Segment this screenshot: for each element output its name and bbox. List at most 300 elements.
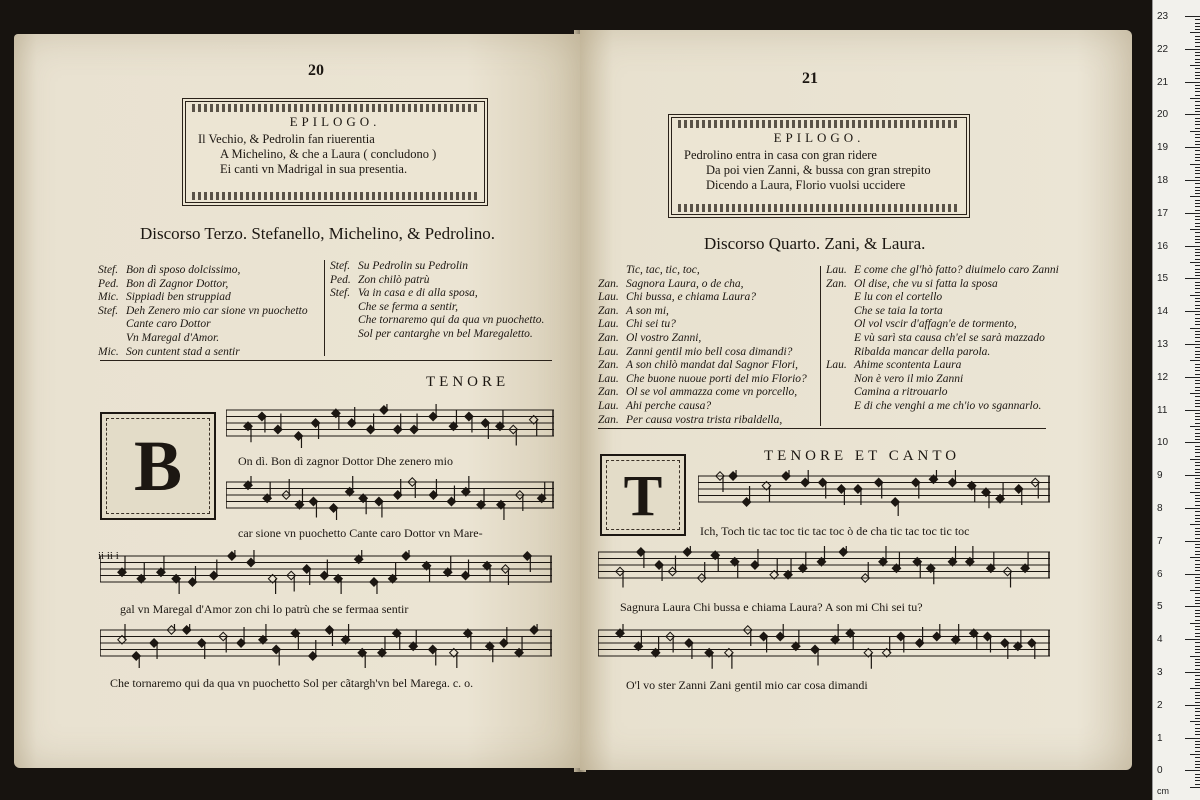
ruler-tick xyxy=(1195,39,1200,40)
ruler-tick xyxy=(1195,288,1200,289)
ruler-tick xyxy=(1185,344,1200,345)
ruler-tick xyxy=(1195,616,1200,617)
dialogue-text: Zon chilò patrù xyxy=(358,273,430,286)
ruler-tick xyxy=(1195,511,1200,512)
ruler-tick xyxy=(1185,180,1200,181)
ruler-tick xyxy=(1195,636,1200,637)
speaker-label: Zan. xyxy=(598,386,619,399)
dialogue-line xyxy=(330,314,544,328)
ruler-tick xyxy=(1195,501,1200,502)
music-staff xyxy=(100,624,552,668)
ruler-tick xyxy=(1195,626,1200,627)
dialogue-line xyxy=(98,291,308,305)
decorated-initial xyxy=(600,454,686,536)
ruler-tick xyxy=(1195,269,1200,270)
ruler-tick xyxy=(1195,200,1200,201)
ruler-tick xyxy=(1195,236,1200,237)
ruler-tick xyxy=(1195,478,1200,479)
ruler-tick xyxy=(1195,68,1200,69)
ruler-tick xyxy=(1195,252,1200,253)
ruler-tick xyxy=(1195,85,1200,86)
epilogue-cartouche xyxy=(182,98,488,206)
dialogue-line xyxy=(598,332,807,346)
voice-label: TENORE xyxy=(426,374,510,390)
ruler-tick xyxy=(1195,521,1200,522)
speaker-label: Lau. xyxy=(598,372,619,385)
ruler-tick xyxy=(1195,285,1200,286)
ruler-tick xyxy=(1185,410,1200,411)
ruler-tick xyxy=(1195,593,1200,594)
left-page xyxy=(14,34,580,768)
ruler-tick xyxy=(1195,134,1200,135)
ruler-tick xyxy=(1195,462,1200,463)
epilogue-line: A Michelino, & che a Laura ( concludono ) xyxy=(220,147,437,161)
ruler-tick xyxy=(1195,341,1200,342)
ruler-tick xyxy=(1195,777,1200,778)
dialogue-text: Che se ferma a sentir, xyxy=(358,300,458,313)
ruler-number: 20 xyxy=(1157,109,1169,121)
page-number: 20 xyxy=(308,62,324,79)
ruler-tick xyxy=(1190,196,1200,197)
ruler-tick xyxy=(1195,259,1200,260)
ruler-tick xyxy=(1195,383,1200,384)
ruler-number: 10 xyxy=(1157,437,1169,449)
ruler-tick xyxy=(1195,249,1200,250)
custos-marks: ii ii i xyxy=(98,550,119,562)
dialogue-text: Zanni gentil mio bell cosa dimandi? xyxy=(626,345,793,358)
ruler-tick xyxy=(1195,498,1200,499)
ruler-number: 2 xyxy=(1157,699,1163,711)
ruler-tick xyxy=(1195,396,1200,397)
epilogue-line: Pedrolino entra in casa con gran ridere xyxy=(684,148,877,162)
ruler-tick xyxy=(1195,42,1200,43)
dialogue-line xyxy=(826,278,1059,292)
dialogue-text: Va in casa e di alla sposa, xyxy=(358,287,478,300)
ruler-tick xyxy=(1195,603,1200,604)
ruler-tick xyxy=(1190,524,1200,525)
ruler-tick xyxy=(1195,767,1200,768)
dialogue-line xyxy=(598,400,807,414)
speaker-label: Stef. xyxy=(98,304,119,317)
ruler-tick xyxy=(1195,741,1200,742)
dialogue-text: Per causa vostra trista ribaldella, xyxy=(626,413,783,426)
ruler-tick xyxy=(1195,101,1200,102)
column-divider xyxy=(820,266,821,426)
ruler-tick xyxy=(1195,439,1200,440)
ruler-tick xyxy=(1195,577,1200,578)
ruler-tick xyxy=(1185,738,1200,739)
ruler-tick xyxy=(1195,416,1200,417)
ruler-tick xyxy=(1195,301,1200,302)
ruler-tick xyxy=(1195,675,1200,676)
ruler-tick xyxy=(1195,495,1200,496)
ruler-number: 21 xyxy=(1157,76,1169,88)
ruler-tick xyxy=(1195,433,1200,434)
dialogue-line xyxy=(330,301,544,315)
ruler-tick xyxy=(1195,72,1200,73)
ruler-tick xyxy=(1195,255,1200,256)
ruler-tick xyxy=(1195,580,1200,581)
ruler-tick xyxy=(1190,65,1200,66)
ruler-tick xyxy=(1195,88,1200,89)
ruler-tick xyxy=(1190,32,1200,33)
ruler-tick xyxy=(1195,423,1200,424)
ruler-tick xyxy=(1195,239,1200,240)
ruler-tick xyxy=(1195,367,1200,368)
ruler-tick xyxy=(1195,633,1200,634)
ruler-tick xyxy=(1195,570,1200,571)
speaker-label: Mic. xyxy=(98,291,119,304)
dialogue-text: Camina a ritrouarlo xyxy=(854,386,948,399)
ruler-tick xyxy=(1195,170,1200,171)
dialogue-text: Su Pedrolin su Pedrolin xyxy=(358,260,468,272)
ruler-tick xyxy=(1195,36,1200,37)
ruler-tick xyxy=(1190,295,1200,296)
ruler-tick xyxy=(1195,190,1200,191)
ruler-tick xyxy=(1195,19,1200,20)
ruler-tick xyxy=(1195,610,1200,611)
ruler-tick xyxy=(1195,449,1200,450)
speaker-label: Ped. xyxy=(330,273,351,286)
ruler-tick xyxy=(1195,91,1200,92)
ruler-tick xyxy=(1195,456,1200,457)
voice-label: TENORE ET CANTO xyxy=(764,448,961,464)
epilogue-title: EPILOGO. xyxy=(289,114,381,129)
ruler-tick xyxy=(1185,606,1200,607)
initial-letter: B xyxy=(133,425,183,506)
ruler-tick xyxy=(1195,292,1200,293)
ruler-tick xyxy=(1195,534,1200,535)
music-staff xyxy=(598,546,1050,592)
ruler-tick xyxy=(1190,557,1200,558)
ruler-tick xyxy=(1195,121,1200,122)
dialogue-line xyxy=(330,328,544,342)
ruler-tick xyxy=(1195,272,1200,273)
ruler-number: 22 xyxy=(1157,43,1169,55)
ruler-tick xyxy=(1195,265,1200,266)
ruler-tick xyxy=(1195,108,1200,109)
ruler-tick xyxy=(1195,711,1200,712)
ruler-tick xyxy=(1195,321,1200,322)
dialogue-text: Bon dì Zagnor Dottor, xyxy=(126,277,229,290)
discourse-title: Discorso Terzo. Stefanello, Michelino, & Pedrolino. xyxy=(140,224,495,243)
ruler-tick xyxy=(1195,55,1200,56)
dialogue-text: E vù sarì sta causa ch'el se sarà mazzado xyxy=(854,331,1045,344)
epilogue-line: Il Vechio, & Pedrolin fan riuerentia xyxy=(198,132,375,146)
ruler-tick xyxy=(1190,131,1200,132)
ruler-tick xyxy=(1195,298,1200,299)
ruler-number: 14 xyxy=(1157,306,1169,318)
ruler-tick xyxy=(1195,724,1200,725)
ruler-tick xyxy=(1190,229,1200,230)
ruler-tick xyxy=(1190,262,1200,263)
ruler-tick xyxy=(1195,642,1200,643)
ruler-tick xyxy=(1195,452,1200,453)
music-staff xyxy=(698,470,1050,516)
music-staff xyxy=(226,476,554,520)
ruler-number: 0 xyxy=(1157,765,1163,777)
initial-ornament xyxy=(606,460,680,530)
ruler-tick xyxy=(1195,351,1200,352)
ruler-number: 16 xyxy=(1157,240,1169,252)
speaker-label: Zan. xyxy=(598,277,619,290)
ruler-tick xyxy=(1195,482,1200,483)
ruler-tick xyxy=(1195,662,1200,663)
dialogue-column-right xyxy=(330,260,544,342)
dialogue-line xyxy=(598,373,807,387)
ruler-tick xyxy=(1195,154,1200,155)
ornament-border-bottom xyxy=(192,192,478,200)
decorated-initial xyxy=(100,412,216,520)
dialogue-text: Cante caro Dottor xyxy=(126,318,211,331)
dialogue-text: Ol se vol ammazza come vn porcello, xyxy=(626,386,798,399)
ruler-number: 5 xyxy=(1157,601,1163,613)
ruler-tick xyxy=(1195,334,1200,335)
ruler-tick xyxy=(1190,459,1200,460)
dialogue-line xyxy=(598,305,807,319)
ruler-tick xyxy=(1195,429,1200,430)
ruler-tick xyxy=(1185,114,1200,115)
ruler-tick xyxy=(1195,649,1200,650)
ruler-number: 4 xyxy=(1157,634,1163,646)
ruler-tick xyxy=(1185,311,1200,312)
ruler-tick xyxy=(1195,187,1200,188)
ruler-tick xyxy=(1195,780,1200,781)
ruler-tick xyxy=(1195,226,1200,227)
dialogue-line xyxy=(98,318,308,332)
speaker-label: Zan. xyxy=(598,359,619,372)
ruler-tick xyxy=(1195,400,1200,401)
speaker-label: Mic. xyxy=(98,345,119,358)
lyric-line: Sagnura Laura Chi bussa e chiama Laura? A son mi Chi sei tu? xyxy=(620,600,923,614)
ruler-tick xyxy=(1195,150,1200,151)
ruler-tick xyxy=(1195,183,1200,184)
epilogue-verse xyxy=(684,148,954,193)
ruler-tick xyxy=(1190,393,1200,394)
music-staff xyxy=(598,624,1050,670)
ruler-tick xyxy=(1195,708,1200,709)
ruler-tick xyxy=(1185,147,1200,148)
lyric-line: Che tornaremo qui da qua vn puochetto Sol per cãtargh'vn bel Marega. c. o. xyxy=(110,676,474,690)
ruler-tick xyxy=(1190,426,1200,427)
dialogue-line xyxy=(826,332,1059,346)
ruler-tick xyxy=(1195,695,1200,696)
epilogue-title: EPILOGO. xyxy=(773,130,865,145)
lyric-line: Ich, Toch tic tac toc tic tac toc ò de cha tic tac toc tic toc xyxy=(700,524,970,538)
ruler-tick xyxy=(1195,403,1200,404)
dialogue-text: Che buone nuoue porti del mio Florio? xyxy=(626,372,807,385)
epilogue-line: Dicendo a Laura, Florio vuolsi uccidere xyxy=(706,178,906,192)
dialogue-line xyxy=(98,305,308,319)
ruler-tick xyxy=(1195,764,1200,765)
speaker-label: Lau. xyxy=(598,291,619,304)
ruler-tick xyxy=(1195,78,1200,79)
ruler-tick xyxy=(1195,518,1200,519)
ruler-tick xyxy=(1195,124,1200,125)
ruler-tick xyxy=(1195,390,1200,391)
ruler-tick xyxy=(1185,705,1200,706)
ruler-tick xyxy=(1195,715,1200,716)
ruler-tick xyxy=(1195,219,1200,220)
speaker-label: Stef. xyxy=(98,264,119,276)
section-rule xyxy=(100,360,552,361)
ruler-tick xyxy=(1195,193,1200,194)
dialogue-line xyxy=(598,414,807,428)
discourse-title: Discorso Quarto. Zani, & Laura. xyxy=(704,234,926,253)
ruler-tick xyxy=(1195,141,1200,142)
ruler-tick xyxy=(1195,206,1200,207)
ruler-tick xyxy=(1195,314,1200,315)
ruler-tick xyxy=(1185,442,1200,443)
ruler-tick xyxy=(1195,62,1200,63)
speaker-label: Zan. xyxy=(598,413,619,426)
ruler-tick xyxy=(1195,232,1200,233)
ruler-tick xyxy=(1190,164,1200,165)
speaker-label: Lau. xyxy=(826,359,847,372)
dialogue-text: Chi bussa, e chiama Laura? xyxy=(626,291,757,304)
ruler-tick xyxy=(1195,547,1200,548)
dialogue-text: Tic, tac, tic, toc, xyxy=(626,264,700,276)
initial-letter: T xyxy=(623,462,663,528)
ruler-tick xyxy=(1195,275,1200,276)
ruler-number: 3 xyxy=(1157,667,1163,678)
dialogue-line xyxy=(98,332,308,346)
dialogue-text: Ol vol vscir d'affagn'e de tormento, xyxy=(854,318,1017,331)
dialogue-line xyxy=(826,373,1059,387)
ruler-tick xyxy=(1195,659,1200,660)
ruler-tick xyxy=(1195,544,1200,545)
initial-ornament xyxy=(106,418,210,514)
speaker-label: Lau. xyxy=(826,264,847,276)
dialogue-line xyxy=(826,264,1059,278)
speaker-label: Zan. xyxy=(826,277,847,290)
ruler-tick xyxy=(1190,492,1200,493)
ruler-number: 19 xyxy=(1157,142,1169,154)
ruler-tick xyxy=(1190,590,1200,591)
dialogue-line xyxy=(98,346,308,360)
dialogue-text: Ribalda mancar della parola. xyxy=(854,345,991,358)
dialogue-line xyxy=(598,291,807,305)
dialogue-line xyxy=(826,318,1059,332)
column-divider xyxy=(324,260,325,356)
ruler-tick xyxy=(1195,331,1200,332)
ruler-tick xyxy=(1195,472,1200,473)
ruler-tick xyxy=(1195,137,1200,138)
section-rule xyxy=(598,428,1046,429)
ruler-tick xyxy=(1185,541,1200,542)
dialogue-text: Sagnora Laura, o de cha, xyxy=(626,277,744,290)
speaker-label: Zan. xyxy=(598,304,619,317)
ruler-number: 9 xyxy=(1157,470,1163,482)
ruler-tick xyxy=(1195,600,1200,601)
ruler-tick xyxy=(1195,357,1200,358)
dialogue-line xyxy=(826,359,1059,373)
dialogue-text: Che tornaremo qui da qua vn puochetto. xyxy=(358,314,545,327)
ruler-tick xyxy=(1195,702,1200,703)
ruler-number: 12 xyxy=(1157,371,1169,383)
ruler-tick xyxy=(1185,82,1200,83)
music-staff xyxy=(226,404,554,448)
ruler-tick xyxy=(1195,370,1200,371)
right-page xyxy=(580,30,1132,770)
ruler-tick xyxy=(1195,685,1200,686)
dialogue-line xyxy=(598,264,807,278)
ruler-tick xyxy=(1195,564,1200,565)
ruler-tick xyxy=(1190,656,1200,657)
ruler-tick xyxy=(1195,698,1200,699)
ruler-tick xyxy=(1195,731,1200,732)
ruler-number: 11 xyxy=(1157,404,1168,416)
page-number: 21 xyxy=(802,70,818,87)
dialogue-text: Ol dise, che vu si fatta la sposa xyxy=(854,277,998,290)
ruler-number: 6 xyxy=(1157,568,1163,580)
ruler-tick xyxy=(1185,508,1200,509)
ruler-tick xyxy=(1195,144,1200,145)
ruler-tick xyxy=(1185,672,1200,673)
dialogue-line xyxy=(98,264,308,278)
ruler-tick xyxy=(1190,328,1200,329)
ruler-tick xyxy=(1195,59,1200,60)
ruler-tick xyxy=(1195,413,1200,414)
ruler-tick xyxy=(1190,360,1200,361)
ruler-tick xyxy=(1195,282,1200,283)
ruler-tick xyxy=(1195,347,1200,348)
ruler-tick xyxy=(1195,26,1200,27)
ruler-tick xyxy=(1195,646,1200,647)
ruler-tick xyxy=(1195,597,1200,598)
ruler-unit: cm xyxy=(1157,786,1169,796)
dialogue-line xyxy=(330,287,544,301)
dialogue-line xyxy=(826,386,1059,400)
ruler-tick xyxy=(1190,98,1200,99)
ornament-border-bottom xyxy=(678,204,960,212)
dialogue-column-right xyxy=(826,264,1059,414)
ruler-tick xyxy=(1195,242,1200,243)
ruler-tick xyxy=(1195,774,1200,775)
ruler-tick xyxy=(1185,213,1200,214)
dialogue-text: Ol vostro Zanni, xyxy=(626,331,702,344)
ruler-tick xyxy=(1195,583,1200,584)
ruler-tick xyxy=(1195,52,1200,53)
speaker-label: Stef. xyxy=(330,287,351,300)
epilogue-line: Ei canti vn Madrigal in sua presentia. xyxy=(220,162,408,176)
ruler-tick xyxy=(1195,446,1200,447)
ruler-tick xyxy=(1190,721,1200,722)
ruler-tick xyxy=(1195,682,1200,683)
ruler-tick xyxy=(1195,784,1200,785)
dialogue-column-left xyxy=(98,264,308,359)
dialogue-column-left xyxy=(598,264,807,427)
lyric-line: On dì. Bon dì zagnor Dottor Dhe zenero mio xyxy=(238,454,453,468)
ruler-tick xyxy=(1190,623,1200,624)
ruler-tick xyxy=(1195,210,1200,211)
ruler-tick xyxy=(1195,354,1200,355)
ruler-tick xyxy=(1185,377,1200,378)
ruler-tick xyxy=(1195,554,1200,555)
speaker-label: Lau. xyxy=(598,318,619,331)
ruler-tick xyxy=(1185,574,1200,575)
ruler-tick xyxy=(1185,475,1200,476)
ruler-tick xyxy=(1195,167,1200,168)
dialogue-text: Deh Zenero mio car sione vn puochetto xyxy=(126,304,308,317)
dialogue-line xyxy=(826,400,1059,414)
dialogue-text: Son cuntent stad a sentir xyxy=(126,345,240,358)
ruler-tick xyxy=(1195,485,1200,486)
ruler-tick xyxy=(1195,128,1200,129)
dialogue-text: Ahime scontenta Laura xyxy=(854,359,962,372)
dialogue-text: A son chilò mandat dal Sagnor Flori, xyxy=(626,359,798,372)
ruler-tick xyxy=(1195,551,1200,552)
